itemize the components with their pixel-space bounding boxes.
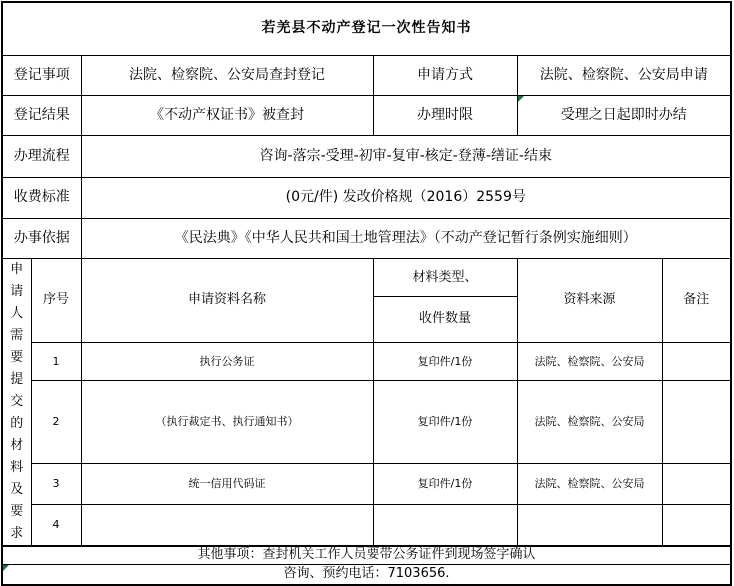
apply-method-value-cell: 法院、检察院、公安局申请 (517, 56, 731, 96)
phone-text: 咨询、预约电话：7103656. (283, 566, 450, 582)
cell-error-triangle-icon (3, 565, 9, 571)
table-row (2, 504, 731, 546)
phone-row (2, 565, 731, 586)
row-source-cell: 法院、检察院、公安局 (517, 464, 662, 504)
table-row (2, 342, 731, 380)
row-name-cell (81, 504, 373, 546)
row-source-cell (517, 504, 662, 546)
basis-value-cell: 《民法典》《中华人民共和国土地管理法》（不动产登记暂行条例实施细则） (81, 219, 731, 259)
reg-item-row (2, 56, 731, 96)
row-type-cell: 复印件/1份 (373, 342, 517, 380)
materials-header-row-a (2, 259, 731, 297)
page-title: 若羌县不动产登记一次性告知书 (2, 2, 731, 56)
basis-row (2, 219, 731, 259)
title-row (2, 2, 731, 56)
fee-value-cell: (0元/件) 发改价格规（2016）2559号 (81, 178, 731, 219)
row-name-cell: 执行公务证 (81, 342, 373, 380)
process-row (2, 136, 731, 178)
reg-result-row (2, 96, 731, 136)
row-type-cell (373, 504, 517, 546)
row-source-cell: 法院、检察院、公安局 (517, 342, 662, 380)
table-row (2, 464, 731, 504)
header-name-cell: 申请资料名称 (81, 259, 373, 343)
header-remark-cell: 备注 (662, 259, 731, 343)
row-remark-cell (662, 504, 731, 546)
time-limit-value: 受理之日起即时办结 (560, 106, 687, 123)
basis-label-cell: 办事依据 (2, 219, 81, 259)
header-type-line2-cell: 收件数量 (373, 297, 517, 343)
row-name-cell: （执行裁定书、执行通知书） (81, 381, 373, 464)
process-value-cell: 咨询-落宗-受理-初审-复审-核定-登薄-缮证-结束 (81, 136, 731, 178)
row-source-cell: 法院、检察院、公安局 (517, 381, 662, 464)
process-label-cell: 办理流程 (2, 136, 81, 178)
header-source-cell: 资料来源 (517, 259, 662, 343)
row-remark-cell (662, 464, 731, 504)
materials-side-label: 申请人需要提交的材料及要求 (10, 262, 24, 541)
notice-table (1, 1, 732, 586)
table-row (2, 381, 731, 464)
fee-label-cell: 收费标准 (2, 178, 81, 219)
apply-method-label-cell: 申请方式 (373, 56, 517, 96)
header-type-line1-cell: 材料类型、 (373, 259, 517, 297)
row-name-cell: 统一信用代码证 (81, 464, 373, 504)
time-limit-label-cell: 办理时限 (373, 96, 517, 136)
time-limit-value-cell (517, 96, 731, 136)
reg-result-value-cell: 《不动产权证书》被查封 (81, 96, 373, 136)
fee-row (2, 178, 731, 219)
other-notes-row (2, 546, 731, 565)
row-type-cell: 复印件/1份 (373, 381, 517, 464)
other-notes-cell: 其他事项：查封机关工作人员要带公务证件到现场签字确认 (2, 546, 731, 565)
reg-result-label-cell: 登记结果 (2, 96, 81, 136)
row-remark-cell (662, 342, 731, 380)
reg-item-label-cell: 登记事项 (2, 56, 81, 96)
row-remark-cell (662, 381, 731, 464)
materials-side-label-cell (2, 259, 31, 547)
reg-item-value-cell: 法院、检察院、公安局查封登记 (81, 56, 373, 96)
row-index-cell: 2 (31, 381, 81, 464)
row-index-cell: 4 (31, 504, 81, 546)
row-index-cell: 3 (31, 464, 81, 504)
row-type-cell: 复印件/1份 (373, 464, 517, 504)
cell-error-triangle-icon (518, 96, 524, 102)
row-index-cell: 1 (31, 342, 81, 380)
phone-cell (2, 565, 731, 586)
header-index-cell: 序号 (31, 259, 81, 343)
